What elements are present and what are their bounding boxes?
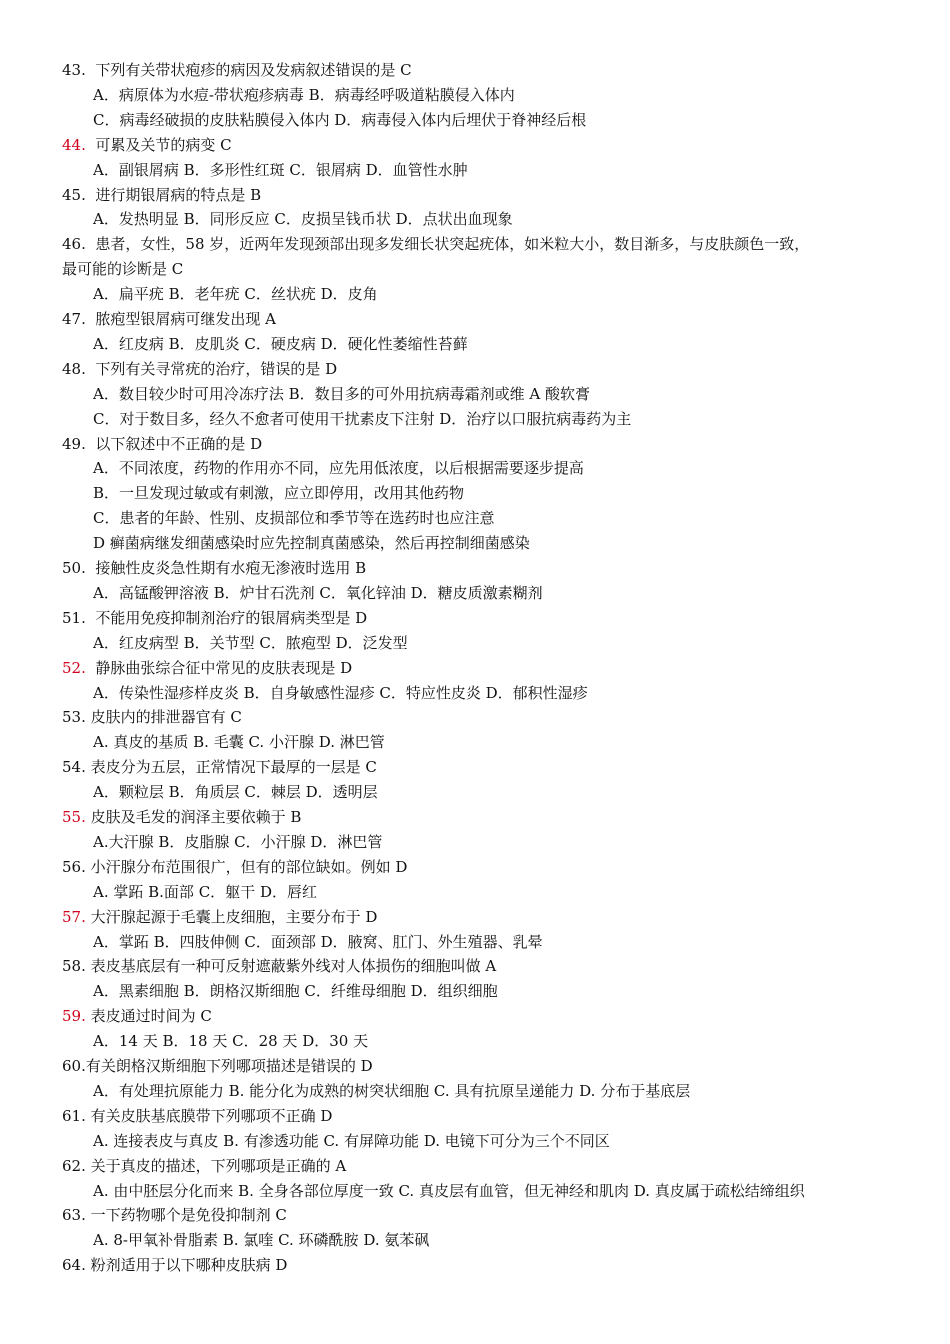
answer-options-line: A．不同浓度，药物的作用亦不同，应先用低浓度，以后根据需要逐步提高 (93, 459, 584, 478)
question-text: 皮肤及毛发的润泽主要依赖于 B (85, 808, 302, 826)
answer-options-line: A. 8-甲氧补骨脂素 B. 氯喹 C. 环磷酰胺 D. 氨苯砜 (93, 1231, 430, 1250)
question-text: 下列有关寻常疣的治疗，错误的是 D (85, 359, 338, 378)
question-text: 皮肤内的排泄器官有 C (85, 708, 242, 727)
question-text: 小汗腺分布范围很广，但有的部位缺如。例如 D (85, 857, 408, 876)
question-line (0, 855, 950, 880)
question-line (0, 656, 950, 681)
question-number: 52. (62, 658, 86, 677)
answer-options-line: A．颗粒层 B．角质层 C．棘层 D．透明层 (93, 783, 378, 802)
question-number: 45. (62, 185, 86, 204)
question-text: 静脉曲张综合征中常见的皮肤表现是 D (85, 658, 353, 677)
question-number: 55. (62, 808, 86, 826)
question-line (0, 705, 950, 730)
question-line (0, 606, 950, 631)
answer-options-line: A．病原体为水痘-带状疱疹病毒 B．病毒经呼吸道粘膜侵入体内 (93, 85, 515, 104)
question-text: 有关朗格汉斯细胞下列哪项描述是错误的 D (85, 1057, 373, 1075)
question-line (0, 1054, 950, 1079)
answer-options-line: A．数目较少时可用冷冻疗法 B．数目多的可外用抗病毒霜剂或维 A 酸软膏 (93, 384, 590, 403)
question-line (0, 1154, 950, 1179)
question-text: 接触性皮炎急性期有水疱无渗液时选用 B (85, 559, 367, 577)
question-number: 61. (62, 1106, 86, 1125)
answer-options-line: A．黑素细胞 B．朗格汉斯细胞 C．纤维母细胞 D．组织细胞 (93, 982, 498, 1001)
question-number: 58. (62, 957, 86, 976)
question-text: 一下药物哪个是免役抑制剂 C (85, 1206, 287, 1225)
answer-options-line: A. 掌跖 B.面部 C．躯干 D．唇红 (93, 882, 317, 901)
question-line (0, 307, 950, 332)
answer-options-line: A.大汗腺 B．皮脂腺 C．小汗腺 D．淋巴管 (93, 832, 383, 851)
question-line (0, 556, 950, 581)
question-text: 表皮分为五层，正常情况下最厚的一层是 C (85, 758, 377, 777)
question-text: 患者，女性，58 岁，近两年发现颈部出现多发细长状突起疣体，如米粒大小，数目渐多，与皮肤颜色一致， (85, 235, 810, 254)
question-number: 47. (62, 310, 86, 328)
answer-options-line: A. 由中胚层分化而来 B. 全身各部位厚度一致 C. 真皮层有血管，但无神经和肌肉 D. 真皮属于疏松结缔组织 (93, 1181, 805, 1200)
question-text: 下列有关带状疱疹的病因及发病叙述错误的是 C (85, 61, 412, 79)
answer-options-line: A．14 天 B．18 天 C．28 天 D．30 天 (93, 1032, 369, 1051)
question-number: 56. (62, 857, 86, 876)
question-line (0, 1004, 950, 1029)
question-line (0, 133, 950, 158)
question-text: 关于真皮的描述，下列哪项是正确的 A (85, 1156, 347, 1175)
question-number: 43. (62, 61, 86, 79)
answer-options-line: C．患者的年龄、性别、皮损部位和季节等在选药时也应注意 (93, 509, 495, 528)
answer-options-line: A．高锰酸钾溶液 B．炉甘石洗剂 C．氧化锌油 D．糖皮质激素糊剂 (93, 583, 543, 602)
question-number: 54. (62, 758, 86, 777)
answer-options-line: B．一旦发现过敏或有刺激，应立即停用，改用其他药物 (93, 484, 465, 503)
question-number: 51. (62, 608, 86, 627)
question-text: 表皮基底层有一种可反射遮蔽紫外线对人体损伤的细胞叫做 A (85, 957, 497, 976)
question-number: 59. (62, 1007, 86, 1026)
answer-options-line: A．副银屑病 B．多形性红斑 C．银屑病 D．血管性水肿 (93, 160, 468, 179)
question-text: 粉剂适用于以下哪种皮肤病 D (85, 1256, 288, 1275)
answer-options-line: C．对于数目多，经久不愈者可使用干扰素皮下注射 D．治疗以口服抗病毒药为主 (93, 409, 632, 428)
question-text: 有关皮肤基底膜带下列哪项不正确 D (85, 1106, 333, 1125)
question-text: 脓疱型银屑病可继发出现 A (85, 310, 276, 328)
question-text: 不能用免疫抑制剂治疗的银屑病类型是 D (85, 608, 368, 627)
question-line (0, 432, 950, 457)
question-text: 进行期银屑病的特点是 B (85, 185, 262, 204)
question-number: 46. (62, 235, 86, 254)
question-line (0, 805, 950, 830)
question-line (0, 1203, 950, 1228)
answer-options-line: A．红皮病 B．皮肌炎 C．硬皮病 D．硬化性萎缩性苔藓 (93, 334, 468, 353)
answer-options-line: C．病毒经破损的皮肤粘膜侵入体内 D．病毒侵入体内后埋伏于脊神经后根 (93, 110, 587, 129)
answer-options-line: A．掌跖 B．四肢伸侧 C．面颈部 D．腋窝、肛门、外生殖器、乳晕 (93, 932, 543, 951)
question-number: 60. (62, 1057, 86, 1075)
question-number: 48. (62, 359, 86, 378)
question-number: 44. (62, 135, 86, 154)
question-line (0, 232, 950, 257)
question-line (0, 755, 950, 780)
question-number: 50. (62, 559, 86, 577)
question-line (0, 183, 950, 208)
answer-options-line: D 癣菌病继发细菌感染时应先控制真菌感染，然后再控制细菌感染 (93, 534, 530, 553)
question-line (0, 58, 950, 83)
question-text: 表皮通过时间为 C (85, 1007, 212, 1026)
question-number: 57. (62, 907, 86, 926)
question-number: 49. (62, 434, 86, 453)
answer-options-line: A. 真皮的基质 B. 毛囊 C. 小汗腺 D. 淋巴管 (93, 733, 385, 752)
question-text: 可累及关节的病变 C (85, 135, 232, 154)
question-line (0, 905, 950, 930)
answer-options-line: A．扁平疣 B．老年疣 C．丝状疣 D．皮角 (93, 285, 378, 304)
answer-options-line: A．红皮病型 B．关节型 C．脓疱型 D．泛发型 (93, 633, 408, 652)
question-number: 64. (62, 1256, 86, 1275)
answer-options-line: A．发热明显 B．同形反应 C．皮损呈钱币状 D．点状出血现象 (93, 210, 513, 229)
question-number: 53. (62, 708, 86, 727)
answer-options-line: A. 连接表皮与真皮 B. 有渗透功能 C. 有屏障功能 D. 电镜下可分为三个不同区 (93, 1131, 610, 1150)
question-line (0, 1104, 950, 1129)
answer-options-line: A．传染性湿疹样皮炎 B．自身敏感性湿疹 C．特应性皮炎 D．郁积性湿疹 (93, 683, 588, 702)
question-line (0, 357, 950, 382)
question-text: 大汗腺起源于毛囊上皮细胞，主要分布于 D (85, 907, 378, 926)
question-line (0, 1253, 950, 1278)
question-continuation-line: 最可能的诊断是 C (62, 260, 184, 279)
question-line (0, 954, 950, 979)
question-number: 63. (62, 1206, 86, 1225)
question-text: 以下叙述中不正确的是 D (85, 434, 263, 453)
answer-options-line: A．有处理抗原能力 B. 能分化为成熟的树突状细胞 C. 具有抗原呈递能力 D. 分布于基底层 (93, 1081, 691, 1100)
question-number: 62. (62, 1156, 86, 1175)
